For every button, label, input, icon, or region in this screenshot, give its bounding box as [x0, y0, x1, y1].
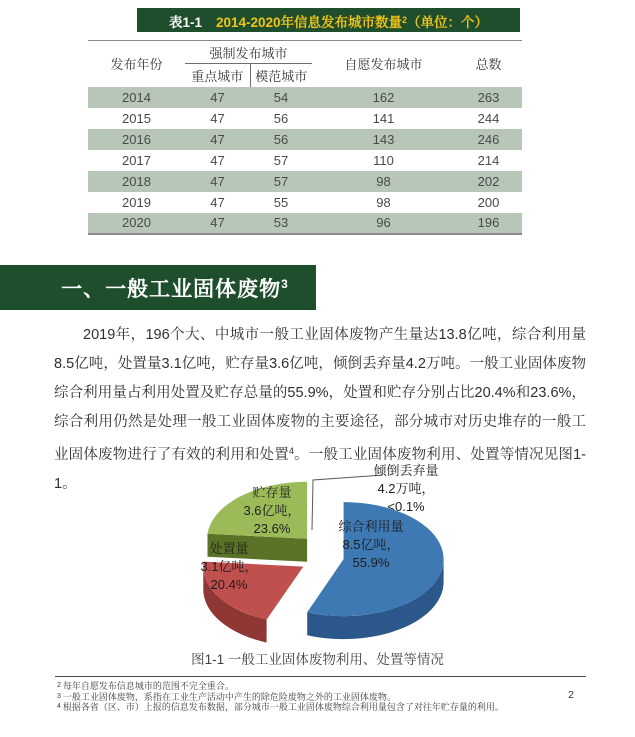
table-cell: 110 [373, 152, 394, 168]
footnotes [57, 681, 557, 713]
table-row [88, 129, 522, 150]
table-cell: 2018 [88, 171, 185, 192]
cities-table [88, 40, 522, 235]
footnote-2: $^2$ 每年自愿发布信息城市的范围不完全重合。 [57, 681, 234, 691]
table-cell: 47 [185, 213, 250, 234]
table-title-text: 2014-2020年信息发布城市数量$^2$（单位：个） [215, 15, 489, 30]
pie-figure [0, 460, 635, 652]
table-cell: 143 [312, 129, 455, 150]
table-title-superscript: 2 [402, 15, 408, 25]
table-cell: 200 [477, 194, 500, 210]
table-cell: 47 [185, 129, 250, 150]
table-body [88, 87, 522, 234]
table-cell: 2014 [88, 87, 185, 108]
pie-label-utilization: 综合利用量 8.5亿吨， 55.9% [338, 519, 404, 570]
section-heading-superscript: 3 [281, 276, 289, 291]
table-cell: 141 [372, 110, 395, 126]
table-cell: 2019 [122, 194, 151, 210]
table-cell: 2017 [122, 152, 151, 168]
col-header-key-cities: 重点城市 [185, 64, 250, 87]
pie-label-storage: 贮存量 3.6亿吨， 23.6% [243, 485, 301, 536]
figure-caption: 图1-1 一般工业固体废物利用、处置等情况 [191, 652, 444, 667]
paragraph-tail: 。一般工业固体废物利用、处置等情况见图1-1。 [54, 447, 586, 492]
table-row [88, 213, 522, 234]
table-cell: 53 [250, 213, 312, 234]
table-title-bar [137, 8, 520, 32]
table-cell: 96 [312, 213, 455, 234]
cities-table-wrapper [88, 40, 522, 235]
table-cell: 98 [312, 171, 455, 192]
page-number: 2 [568, 689, 574, 701]
table-cell: 57 [250, 171, 312, 192]
col-header-year: 发布年份 [110, 57, 163, 73]
footnote-separator [55, 676, 586, 677]
col-header-total: 总数 [475, 57, 502, 73]
table-row [88, 150, 522, 171]
footnote-4: $^4$ 根据各省（区、市）上报的信息发布数据，部分城市一般工业固体废物综合利用量包含了对往年贮存量的利用。 [57, 702, 504, 712]
table-row [88, 171, 522, 192]
table-row [88, 87, 522, 108]
table-cell: 196 [455, 213, 522, 234]
pie-label-dumped: 倾倒丢弃量 4.2万吨， <0.1% [373, 463, 439, 514]
table-row [88, 192, 522, 213]
pie-label-disposal: 处置量 3.1亿吨， 20.4% [200, 541, 258, 592]
paragraph-superscript: 4 [288, 446, 294, 456]
table-cell: 246 [455, 129, 522, 150]
table-row [88, 108, 522, 129]
table-cell: 47 [210, 110, 225, 126]
section-heading-banner [0, 265, 316, 310]
table-cell: 2020 [88, 213, 185, 234]
table-cell: 214 [477, 152, 500, 168]
table-cell: 54 [250, 87, 312, 108]
table-cell: 55 [273, 194, 289, 210]
table-cell: 47 [185, 171, 250, 192]
table-cell: 244 [477, 110, 500, 126]
table-cell: 263 [455, 87, 522, 108]
table-cell: 2015 [122, 110, 151, 126]
table-cell: 47 [185, 87, 250, 108]
col-header-voluntary: 自愿发布城市 [344, 57, 423, 73]
table-cell: 98 [376, 194, 391, 210]
table-cell: 47 [210, 152, 225, 168]
col-header-model-cities: 模范城市 [255, 68, 308, 84]
paragraph-text: 2019年，196个大、中城市一般工业固体废物产生量达13.8亿吨，综合利用量8.5亿吨，处置量3.1亿吨，贮存量3.6亿吨，倾倒丢弃量4.2万吨。一般工业固体废物综合利用量占利用处置及贮存总量的55.9%，处置和贮存分别占比20.4%和23.6%，综合利用仍然是处理一般工业固体废物的主要途径，部分城市对历史堆存的一般工业固体废物进行了有效的利用和处置 [54, 327, 586, 463]
section-heading: 一、一般工业固体废物 [61, 277, 282, 301]
footnote-3: $^3$ 一般工业固体废物，系指在工业生产活动中产生的除危险废物之外的工业固体废物。 [57, 691, 396, 702]
table-cell: 202 [455, 171, 522, 192]
pie-chart-svg [0, 460, 635, 652]
table-cell: 56 [250, 129, 312, 150]
table-cell: 56 [273, 110, 289, 126]
table-cell: 57 [273, 152, 289, 168]
col-header-mandatory: 强制发布城市 [185, 41, 312, 64]
table-cell: 2016 [88, 129, 185, 150]
table-cell: 162 [312, 87, 455, 108]
table-number-label: 表1-1 [168, 15, 202, 30]
table-cell: 47 [210, 194, 225, 210]
